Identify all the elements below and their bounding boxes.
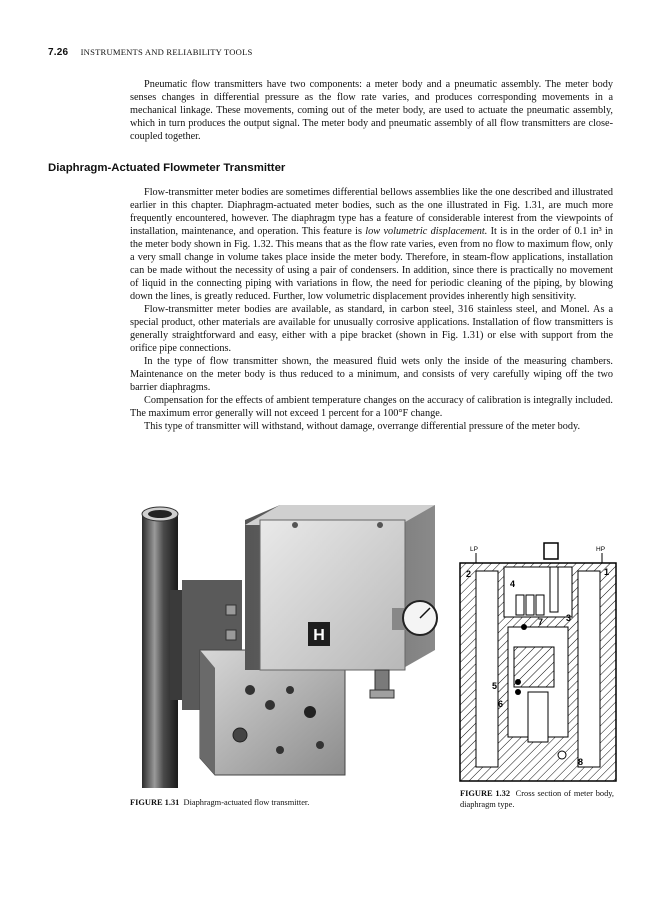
figure-1-31-photo xyxy=(130,500,440,788)
body-paragraph-5: This type of transmitter will withstand, without damage, overrange differential pressure of the meter body. xyxy=(144,421,581,432)
body-paragraph-4: Compensation for the effects of ambient temperature changes on the accuracy of calibration is integrally included. The maximum error generally will not exceed 1 percent for a 100°F change. xyxy=(130,395,613,419)
figure-1-32-caption xyxy=(460,788,614,810)
lp-label: LP xyxy=(470,546,478,553)
running-title: INSTRUMENTS AND RELIABILITY TOOLS xyxy=(80,47,253,57)
body-paragraph-3: In the type of flow transmitter shown, the measured fluid wets only the inside of the measuring chambers. Maintenance on the meter body is thus reduced to a minimum, and consists of very carefully wiping off the two barrier diaphragms. xyxy=(130,356,613,393)
callout-7: 7 xyxy=(538,617,544,627)
callout-6: 6 xyxy=(498,699,504,709)
body-paragraph-1 xyxy=(130,186,613,303)
p1-emphasis: low volumetric displacement. xyxy=(365,226,488,237)
callout-2: 2 xyxy=(466,569,472,579)
figure-1-31-caption-text: Diaphragm-actuated flow transmitter. xyxy=(183,798,310,807)
figure-1-31-label: FIGURE 1.31 xyxy=(130,798,180,807)
callout-4: 4 xyxy=(510,579,516,589)
callout-8: 8 xyxy=(578,757,584,767)
logo-letter: H xyxy=(313,627,325,644)
section-title: Diaphragm-Actuated Flowmeter Transmitter xyxy=(48,162,286,174)
figure-1-31-caption xyxy=(130,797,309,808)
intro-paragraph xyxy=(130,78,613,143)
p1-after-em: It is in the order of 0.1 in³ in the meter body shown in Fig. 1.32. This means that as the flow rate varies, even from no flow to maximum flow, only a very small change in volume takes place inside the meter body. Therefore, in steam-flow applications, installation can be made without the necessity of using a pair of condensers. In addition, since there is practically no movement of liquid in the connecting piping with variations in flow, the need for periodic cleaning of the piping, by blowing down the lines, is greatly reduced. Further, low volumetric displacement provides inherently high sensitivity. xyxy=(130,226,613,302)
figure-1-32-label: FIGURE 1.32 xyxy=(460,789,511,798)
page-number: 7.26 xyxy=(48,47,69,58)
callout-1: 1 xyxy=(604,567,610,577)
callout-3: 3 xyxy=(566,613,572,623)
running-header xyxy=(48,47,253,58)
figure-1-32-caption-text: Cross section of meter body, diaphragm type. xyxy=(460,789,614,809)
intro-paragraph-text: Pneumatic flow transmitters have two components: a meter body and a pneumatic assembly. The meter body senses changes in differential pressure as the flow rate varies, and produces corresponding movements in a mechanical linkage. These movements, coming out of the meter body, are used to actuate the pneumatic assembly, which in turn produces the output signal. The meter body and pneumatic assembly of all flow transmitters are close-coupled together. xyxy=(130,79,613,142)
p1-before-em: Flow-transmitter meter bodies are sometimes differential bellows assemblies like the one described and illustrated earlier in this chapter. Diaphragm-actuated meter bodies, such as the one illustrated in Fig. 1.31, are much more frequently encountered, however. The diaphragm type has a feature of considerable interest from the viewpoints of installation, maintenance, and operation. This feature is xyxy=(130,187,613,237)
figure-1-32-diagram xyxy=(458,537,618,783)
body-paragraph-2: Flow-transmitter meter bodies are available, as standard, in carbon steel, 316 stainless steel, and Monel. As a special product, other materials are available for unusually corrosive applications. Installation of flow transmitters is generally straightforward and easy, either with a pipe bracket (shown in Fig. 1.31) or else with support from the orifice pipe connections. xyxy=(130,304,613,354)
section-body xyxy=(130,186,613,433)
hp-label: HP xyxy=(596,546,606,553)
callout-5: 5 xyxy=(492,681,498,691)
